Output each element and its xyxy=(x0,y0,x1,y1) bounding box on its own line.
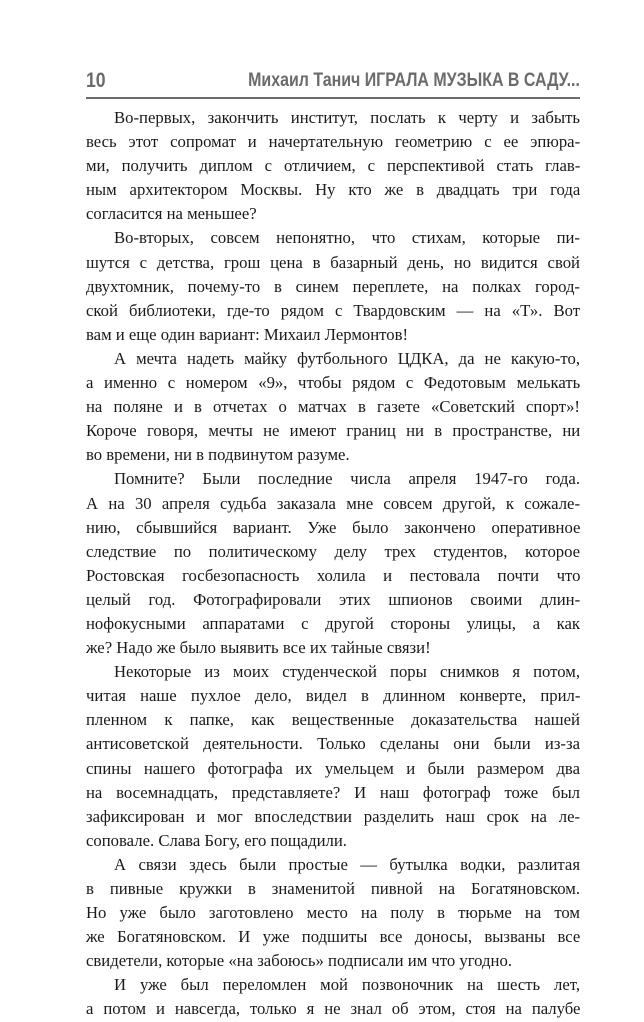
text-line: А связи здесь были простые — бутылка водки, разлитая xyxy=(114,854,580,874)
text-line: Во-первых, закончить институт, послать к черту и забыть xyxy=(114,108,580,127)
text-line: И уже был переломлен мой позвоночник на шесть лет, xyxy=(114,975,580,995)
text-line: А мечта надеть майку футбольного ЦДКА, да не какую-то, xyxy=(114,348,580,368)
text-line: вам и еще один вариант: Михаил Лермонтов! xyxy=(86,324,409,344)
text-line: пленном к папке, как вещественные доказательства нашей xyxy=(86,710,580,730)
text-line: нофокусными аппаратами с другой стороны улицы, а как xyxy=(86,613,580,633)
text-line: ми, получить диплом с отличием, с перспективой стать глав- xyxy=(86,156,581,176)
text-line: соповале. Слава Богу, его пощадили. xyxy=(86,830,347,850)
text-line: целый год. Фотографировали этих шпионов своими длин- xyxy=(86,589,581,609)
text-line: ской библиотеки, где-то рядом с Твардовским — на «Т». Вот xyxy=(86,300,581,320)
header-rule xyxy=(86,97,580,99)
text-line: весь этот сопромат и начертательную геометрию с ее эпюра- xyxy=(86,132,581,152)
page-number: 10 xyxy=(86,69,106,92)
text-line: свидетели, которые «на забоюсь» подписали им что угодно. xyxy=(86,951,512,971)
running-title: Михаил Танич ИГРАЛА МУЗЫКА В САДУ... xyxy=(248,70,580,91)
text-line: согласится на меньшее? xyxy=(86,204,257,224)
text-line: спины нашего фотографа их умельцем и были размером два xyxy=(86,758,580,778)
text-line: Но уже было заготовлено место на полу в тюрьме на том xyxy=(86,903,580,923)
text-line: Короче говоря, мечты не имеют границ ни в пространстве, ни xyxy=(86,421,581,441)
text-line: ным архитектором Москвы. Ну кто же в двадцать три года xyxy=(86,180,581,200)
text-line: зафиксирован и мог впоследствии разделить наш срок на ле- xyxy=(86,806,581,826)
text-line: а именно с номером «9», чтобы рядом с Федотовым мелькать xyxy=(86,373,581,393)
text-line: во времени, ни в подвинутом разуме. xyxy=(86,445,350,465)
text-line: Помните? Были последние числа апреля 1947-го года. xyxy=(114,469,580,489)
text-line: читая наше пухлое дело, видел в длинном конверте, прил- xyxy=(86,686,581,706)
text-line: Некоторые из моих студенческой поры снимков я потом, xyxy=(114,662,580,682)
text-line: Ростовская госбезопасность холила и пестовала почти что xyxy=(86,565,581,585)
text-line: нию, сбывшийся вариант. Уже было закончено оперативное xyxy=(86,517,581,537)
text-line: двухтомник, почему-то в синем переплете, на полках город- xyxy=(86,276,580,296)
body-text xyxy=(86,106,580,1022)
text-line: на восемнадцать, представляете? И наш фотограф тоже был xyxy=(86,782,580,802)
text-line: же Богатяновском. И уже подшиты все доносы, вызваны все xyxy=(86,927,581,947)
text-line: шутся с детства, грош цена в базарный день, но видится свой xyxy=(86,252,580,272)
text-line: Во-вторых, совсем непонятно, что стихам, которые пи- xyxy=(114,228,580,248)
text-line: на поляне и в отчетах о матчах в газете «Советский спорт»! xyxy=(86,397,580,417)
text-line: же? Надо же было выявить все их тайные связи! xyxy=(86,638,431,658)
text-line: А на 30 апреля судьба заказала мне совсем другой, к сожале- xyxy=(86,493,580,513)
text-line: а потом и навсегда, только я не знал об этом, стоя на палубе xyxy=(86,999,581,1019)
text-line: в пивные кружки в знаменитой пивной на Богатяновском. xyxy=(86,879,580,898)
text-line: следствие по политическому делу трех студентов, которое xyxy=(86,541,581,561)
running-header xyxy=(86,66,580,96)
text-line: антисоветской деятельности. Только сделаны они были из-за xyxy=(86,734,580,754)
